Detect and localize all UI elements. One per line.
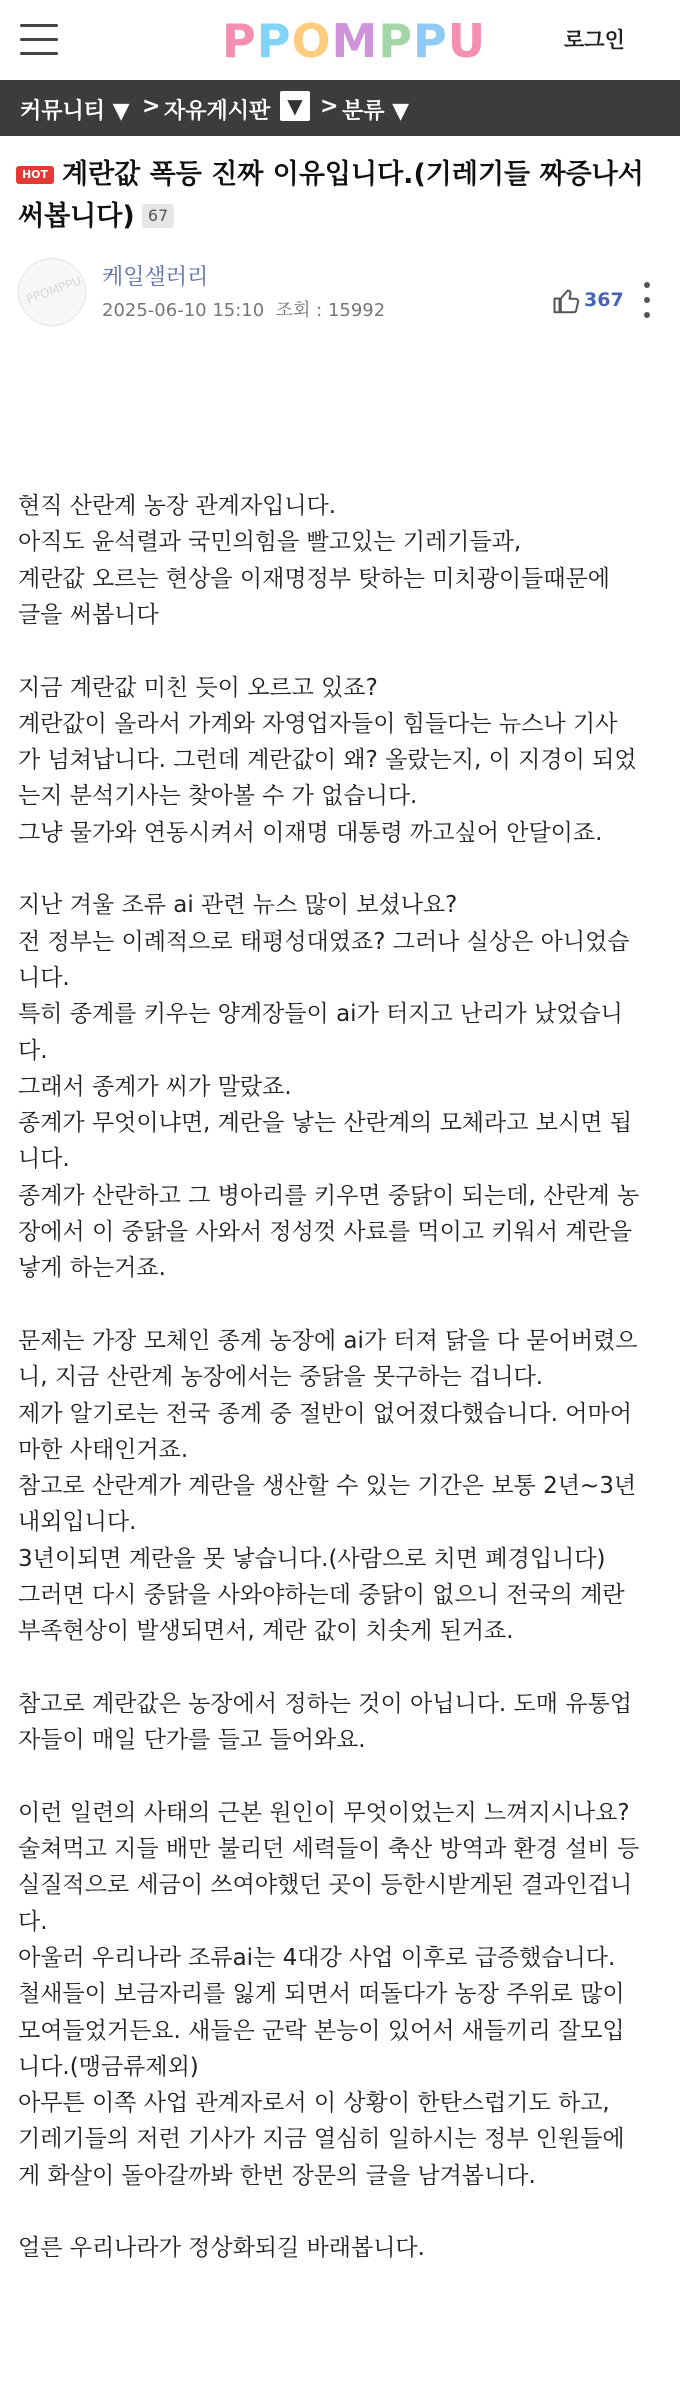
- body-text-line: 는지 분석기사는 찾아볼 수 가 없습니다.: [18, 783, 418, 809]
- body-text-line: 아울러 우리나라 조류ai는 4대강 사업 이후로 급증했습니다.: [18, 1945, 616, 1971]
- body-text-line: 마한 사태인거죠.: [18, 1437, 189, 1463]
- comment-count-badge[interactable]: 67: [142, 204, 174, 228]
- avatar[interactable]: [18, 258, 86, 326]
- post-title-line-2: 써봅니다): [18, 201, 135, 232]
- avatar-logo-text: PPOMPPU: [24, 273, 84, 307]
- post-header: [0, 136, 680, 336]
- body-text-line: 계란값이 올라서 가계와 자영업자들이 힘들다는 뉴스나 기사: [18, 711, 618, 737]
- body-text-line: 특히 종계를 키우는 양계장들이 ai가 터지고 난리가 났었습니: [18, 1001, 623, 1027]
- body-text-line: 철새들이 보금자리를 잃게 되면서 떠돌다가 농장 주위로 많이: [18, 1981, 625, 2007]
- site-logo[interactable]: PPOMPPU: [222, 14, 487, 68]
- login-link[interactable]: 로그인: [564, 28, 625, 52]
- body-text-line: 얼른 우리나라가 정상화되길 바래봅니다.: [18, 2235, 425, 2261]
- body-text-line: 니다.(맹금류제외): [18, 2054, 199, 2080]
- post-body: [0, 336, 680, 2398]
- body-text-line: 글을 써봅니다: [18, 602, 159, 628]
- body-text-line: 아무튼 이쪽 사업 관계자로서 이 상황이 한탄스럽기도 하고,: [18, 2090, 610, 2116]
- body-text-line: 니다.: [18, 965, 70, 991]
- body-text-line: 기레기들의 저런 기사가 지금 열심히 일하시는 정부 인원들에: [18, 2126, 625, 2152]
- body-text-line: 장에서 이 중닭을 사와서 정성껏 사료를 먹이고 키워서 계란을: [18, 1219, 632, 1245]
- body-text-line: 계란값 오르는 현상을 이재명정부 탓하는 미치광이들때문에: [18, 566, 611, 592]
- view-count: 조회 : 15992: [275, 300, 386, 321]
- body-text-line: 내외입니다.: [18, 1509, 137, 1535]
- body-text-line: 그러면 다시 중닭을 사와야하는데 중닭이 없으니 전국의 계란: [18, 1582, 625, 1608]
- body-text-line: 자들이 매일 단가를 들고 들어와요.: [18, 1727, 366, 1753]
- body-text-line: 다.: [18, 1038, 48, 1064]
- body-text-line: 3년이되면 계란을 못 낳습니다.(사람으로 치면 폐경입니다): [18, 1546, 606, 1572]
- body-text-line: 지금 계란값 미친 듯이 오르고 있죠?: [18, 675, 378, 701]
- hot-badge: HOT: [16, 166, 54, 184]
- body-text-line: 참고로 계란값은 농장에서 정하는 것이 아닙니다. 도매 유통업: [18, 1691, 632, 1717]
- like-count: 367: [584, 289, 624, 311]
- body-text-line: 게 화살이 돌아갈까봐 한번 장문의 글을 남겨봅니다.: [18, 2163, 536, 2189]
- top-navigation-bar: [0, 0, 680, 80]
- author-name[interactable]: 케일샐러리: [102, 265, 209, 290]
- body-text-line: 모여들었거든요. 새들은 군락 본능이 있어서 새들끼리 잘모입: [18, 2018, 625, 2044]
- body-text-line: 제가 알기로는 전국 종계 중 절반이 없어졌다했습니다. 어마어: [18, 1401, 632, 1427]
- body-text-line: 가 넘쳐납니다. 그런데 계란값이 왜? 올랐는지, 이 지경이 되었: [18, 747, 637, 773]
- body-text-line: 현직 산란계 농장 관계자입니다.: [18, 493, 337, 519]
- hamburger-menu-icon[interactable]: [20, 22, 60, 58]
- breadcrumb-separator: >: [320, 94, 339, 119]
- body-text-line: 니다.: [18, 1146, 70, 1172]
- body-text-line: 종계가 무엇이냐면, 계란을 낳는 산란계의 모체라고 보시면 됩: [18, 1110, 632, 1136]
- post-title-line-1: 계란값 폭등 진짜 이유입니다.(기레기들 짜증나서: [62, 159, 644, 190]
- body-text-line: 아직도 윤석렬과 국민의힘을 빨고있는 기레기들과,: [18, 529, 522, 555]
- body-text-line: 술쳐먹고 지들 배만 불리던 세력들이 축산 방역과 환경 설비 등: [18, 1836, 640, 1862]
- body-text-line: 실질적으로 세금이 쓰여야했던 곳이 등한시받게된 결과인겁니: [18, 1872, 633, 1898]
- breadcrumb-category[interactable]: 분류 ▼: [342, 99, 410, 124]
- body-text-line: 그래서 종계가 씨가 말랐죠.: [18, 1074, 292, 1100]
- body-text-line: 문제는 가장 모체인 종계 농장에 ai가 터져 닭을 다 묻어버렸으: [18, 1328, 638, 1354]
- more-options-icon[interactable]: [640, 280, 652, 320]
- breadcrumb-free-board[interactable]: 자유게시판: [164, 99, 271, 124]
- body-text-line: 다.: [18, 1909, 48, 1935]
- body-text-line: 니, 지금 산란계 농장에서는 중닭을 못구하는 겁니다.: [18, 1364, 544, 1390]
- body-text-line: 낳게 하는거죠.: [18, 1255, 166, 1281]
- post-meta: [102, 296, 385, 322]
- body-text-line: 지난 겨울 조류 ai 관련 뉴스 많이 보셨나요?: [18, 892, 458, 918]
- body-text-line: 부족현상이 발생되면서, 계란 값이 치솟게 된거죠.: [18, 1618, 514, 1644]
- body-text-line: 참고로 산란계가 계란을 생산할 수 있는 기간은 보통 2년~3년: [18, 1473, 637, 1499]
- body-text-line: 그냥 물가와 연동시켜서 이재명 대통령 까고싶어 안달이죠.: [18, 820, 603, 846]
- thumbs-up-icon[interactable]: [552, 286, 582, 316]
- breadcrumb: [0, 80, 680, 136]
- body-text-line: 전 정부는 이례적으로 태평성대였죠? 그러나 실상은 아니었습: [18, 929, 630, 955]
- breadcrumb-separator: >: [142, 94, 161, 119]
- breadcrumb-community[interactable]: 커뮤니티 ▼: [20, 99, 130, 124]
- body-text-line: 이런 일련의 사태의 근본 원인이 무엇이었는지 느껴지시나요?: [18, 1800, 630, 1826]
- post-date: 2025-06-10 15:10: [102, 300, 265, 321]
- body-text-line: 종계가 산란하고 그 병아리를 키우면 중닭이 되는데, 산란계 농: [18, 1183, 640, 1209]
- board-dropdown-icon[interactable]: ▼: [280, 91, 310, 121]
